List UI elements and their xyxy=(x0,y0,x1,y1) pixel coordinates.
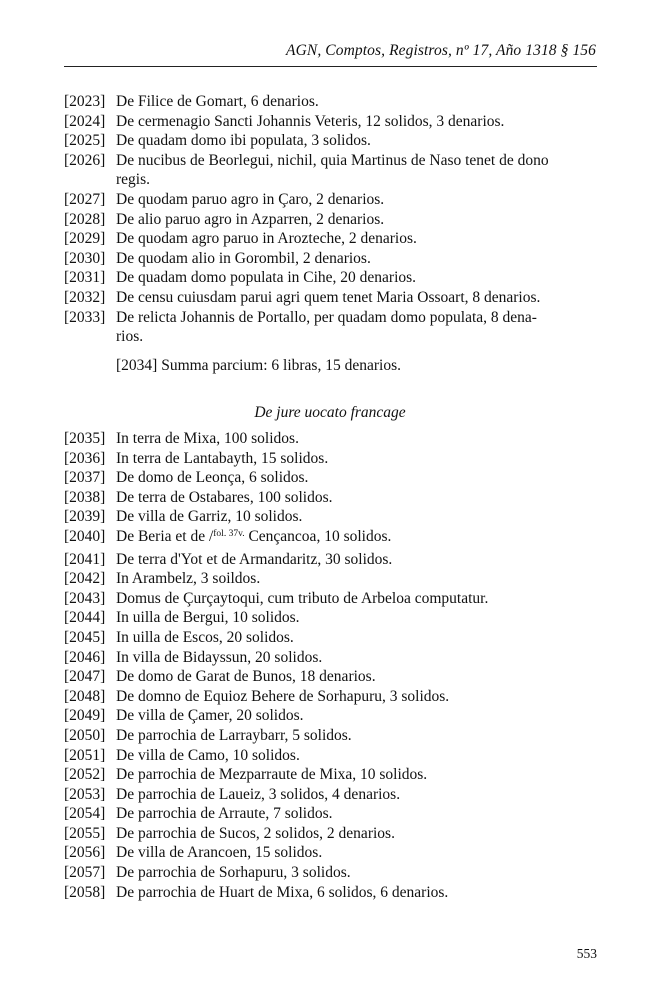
entry-number: [2023] xyxy=(64,93,106,110)
entry-row xyxy=(64,785,599,805)
entry-text: De parrochia de Huart de Mixa, 6 solidos, 6 denarios. xyxy=(116,883,449,901)
entry-row xyxy=(64,608,599,628)
entry-row xyxy=(64,883,599,903)
entry-row xyxy=(64,429,599,449)
entry-number: [2055] xyxy=(64,824,106,842)
entry-number: [2056] xyxy=(64,844,106,862)
entry-number: [2026] xyxy=(64,151,106,169)
entry-text: In Arambelz, 3 soildos. xyxy=(116,570,261,588)
entry-row xyxy=(64,507,599,527)
entry-text: In villa de Bidayssun, 20 solidos. xyxy=(116,648,323,666)
entry-number: [2057] xyxy=(64,864,106,882)
entry-row xyxy=(64,190,599,210)
entry-number: [2035] xyxy=(64,430,106,447)
entry-text-pre: De Beria et de / xyxy=(116,527,214,545)
entry-number: [2030] xyxy=(64,249,106,267)
entry-number: [2028] xyxy=(64,210,106,228)
entry-row xyxy=(64,131,599,151)
entry-text: De alio paruo agro in Azparren, 2 denarios. xyxy=(116,210,385,228)
entry-row xyxy=(64,706,599,726)
entry-number: [2027] xyxy=(64,190,106,208)
entry-text: Domus de Çurçaytoqui, cum tributo de Arbeloa computatur. xyxy=(116,589,489,607)
entry-number: [2040] xyxy=(64,527,106,545)
entry-text: De parrochia de Sorhapuru, 3 solidos. xyxy=(116,864,351,882)
entry-text-post: Cençancoa, 10 solidos. xyxy=(244,527,392,545)
entry-row xyxy=(64,449,599,469)
entry-text: In uilla de Escos, 20 solidos. xyxy=(116,628,294,646)
entry-number: [2049] xyxy=(64,707,106,725)
entry-row xyxy=(64,268,599,288)
entry-row xyxy=(64,210,599,230)
entry-number: [2053] xyxy=(64,785,106,803)
folio-marker: fol. 37v. xyxy=(213,528,245,539)
entry-text: De quodam alio in Gorombil, 2 denarios. xyxy=(116,249,371,267)
entry-text: In terra de Mixa, 100 solidos. xyxy=(116,430,299,447)
entry-row xyxy=(64,112,599,132)
entry-number: [2045] xyxy=(64,628,106,646)
entry-row xyxy=(64,687,599,707)
entry-text: De parrochia de Laueiz, 3 solidos, 4 denarios. xyxy=(116,785,401,803)
entry-number: [2052] xyxy=(64,766,106,784)
entry-row xyxy=(64,308,599,328)
entry-row xyxy=(64,667,599,687)
entry-text: De relicta Johannis de Portallo, per quadam domo populata, 8 dena- xyxy=(116,308,537,326)
entry-text: De parrochia de Mezparraute de Mixa, 10 solidos. xyxy=(116,766,428,784)
entry-text: De parrochia de Arraute, 7 solidos. xyxy=(116,805,333,823)
entry-row xyxy=(64,824,599,844)
entry-text: De parrochia de Sucos, 2 solidos, 2 denarios. xyxy=(116,824,395,842)
entry-number: [2044] xyxy=(64,609,106,627)
entry-number: [2032] xyxy=(64,288,106,306)
entry-row xyxy=(64,648,599,668)
entry-text: De quodam agro paruo in Arozteche, 2 denarios. xyxy=(116,230,417,248)
entry-text: De Filice de Gomart, 6 denarios. xyxy=(116,93,319,110)
entries-list-a xyxy=(64,92,599,347)
summa-line: [2034] Summa parcium: 6 libras, 15 denarios. xyxy=(116,357,401,374)
entries-list-b xyxy=(64,429,599,902)
entry-row xyxy=(64,569,599,589)
entry-row xyxy=(64,488,599,508)
entry-text: De terra d'Yot et de Armandaritz, 30 solidos. xyxy=(116,550,393,568)
entry-number: [2025] xyxy=(64,132,106,150)
entry-text: De villa de Çamer, 20 solidos. xyxy=(116,707,304,725)
entry-text: De quodam paruo agro in Çaro, 2 denarios. xyxy=(116,190,385,208)
entry-row xyxy=(64,804,599,824)
entry-row xyxy=(64,589,599,609)
entry-number: [2041] xyxy=(64,550,106,568)
entry-number: [2050] xyxy=(64,726,106,744)
entry-text: De cermenagio Sancti Johannis Veteris, 12 solidos, 3 denarios. xyxy=(116,112,505,130)
entry-number: [2054] xyxy=(64,805,106,823)
entry-row xyxy=(64,863,599,883)
entry-number: [2051] xyxy=(64,746,106,764)
entry-text: De domo de Garat de Bunos, 18 denarios. xyxy=(116,668,376,686)
entry-number: [2043] xyxy=(64,589,106,607)
entry-row xyxy=(64,249,599,269)
header-rule xyxy=(64,66,597,67)
page-number: 553 xyxy=(576,946,597,961)
entry-continuation: rios. xyxy=(116,328,144,346)
section-title: De jure uocato francage xyxy=(254,404,406,421)
entry-number: [2031] xyxy=(64,269,106,287)
entry-text: De censu cuiusdam parui agri quem tenet Maria Ossoart, 8 denarios. xyxy=(116,288,541,306)
entry-text: In uilla de Bergui, 10 solidos. xyxy=(116,609,300,627)
entry-text: De nucibus de Beorlegui, nichil, quia Martinus de Naso tenet de dono xyxy=(116,151,549,169)
entry-row xyxy=(64,92,599,112)
entry-text: De terra de Ostabares, 100 solidos. xyxy=(116,488,333,506)
entry-number: [2046] xyxy=(64,648,106,666)
entry-text: De quadam domo populata in Cihe, 20 denarios. xyxy=(116,269,417,287)
entry-row xyxy=(64,151,599,171)
entry-text: De domo de Leonça, 6 solidos. xyxy=(116,469,309,487)
entry-number: [2029] xyxy=(64,230,106,248)
running-header xyxy=(0,42,660,62)
entry-text: De villa de Camo, 10 solidos. xyxy=(116,746,300,764)
entry-number: [2024] xyxy=(64,112,106,130)
entry-row xyxy=(64,468,599,488)
entry-number: [2058] xyxy=(64,883,106,901)
entry-text: De quadam domo ibi populata, 3 solidos. xyxy=(116,132,371,150)
entry-number: [2048] xyxy=(64,687,106,705)
entry-row xyxy=(64,288,599,308)
entry-number: [2036] xyxy=(64,449,106,467)
entry-continuation: regis. xyxy=(116,171,151,189)
entry-row xyxy=(64,765,599,785)
entry-text: De villa de Garriz, 10 solidos. xyxy=(116,508,303,526)
entry-text: De villa de Arancoen, 15 solidos. xyxy=(116,844,323,862)
entry-text: In terra de Lantabayth, 15 solidos. xyxy=(116,449,329,467)
entry-number: [2042] xyxy=(64,570,106,588)
entry-text: De domno de Equioz Behere de Sorhapuru, 3 solidos. xyxy=(116,687,450,705)
entry-number: [2033] xyxy=(64,308,106,326)
entry-row xyxy=(64,229,599,249)
entry-text xyxy=(116,527,599,550)
entry-row xyxy=(64,843,599,863)
entry-row xyxy=(64,628,599,648)
entry-row xyxy=(64,527,599,550)
entry-row xyxy=(64,726,599,746)
entry-row xyxy=(64,746,599,766)
entry-number: [2039] xyxy=(64,508,106,526)
entry-number: [2047] xyxy=(64,668,106,686)
entry-number: [2037] xyxy=(64,469,106,487)
entry-text: De parrochia de Larraybarr, 5 solidos. xyxy=(116,726,352,744)
entry-row xyxy=(64,550,599,570)
running-header-text: AGN, Comptos, Registros, nº 17, Año 1318 § 156 xyxy=(286,42,596,59)
entry-number: [2038] xyxy=(64,488,106,506)
